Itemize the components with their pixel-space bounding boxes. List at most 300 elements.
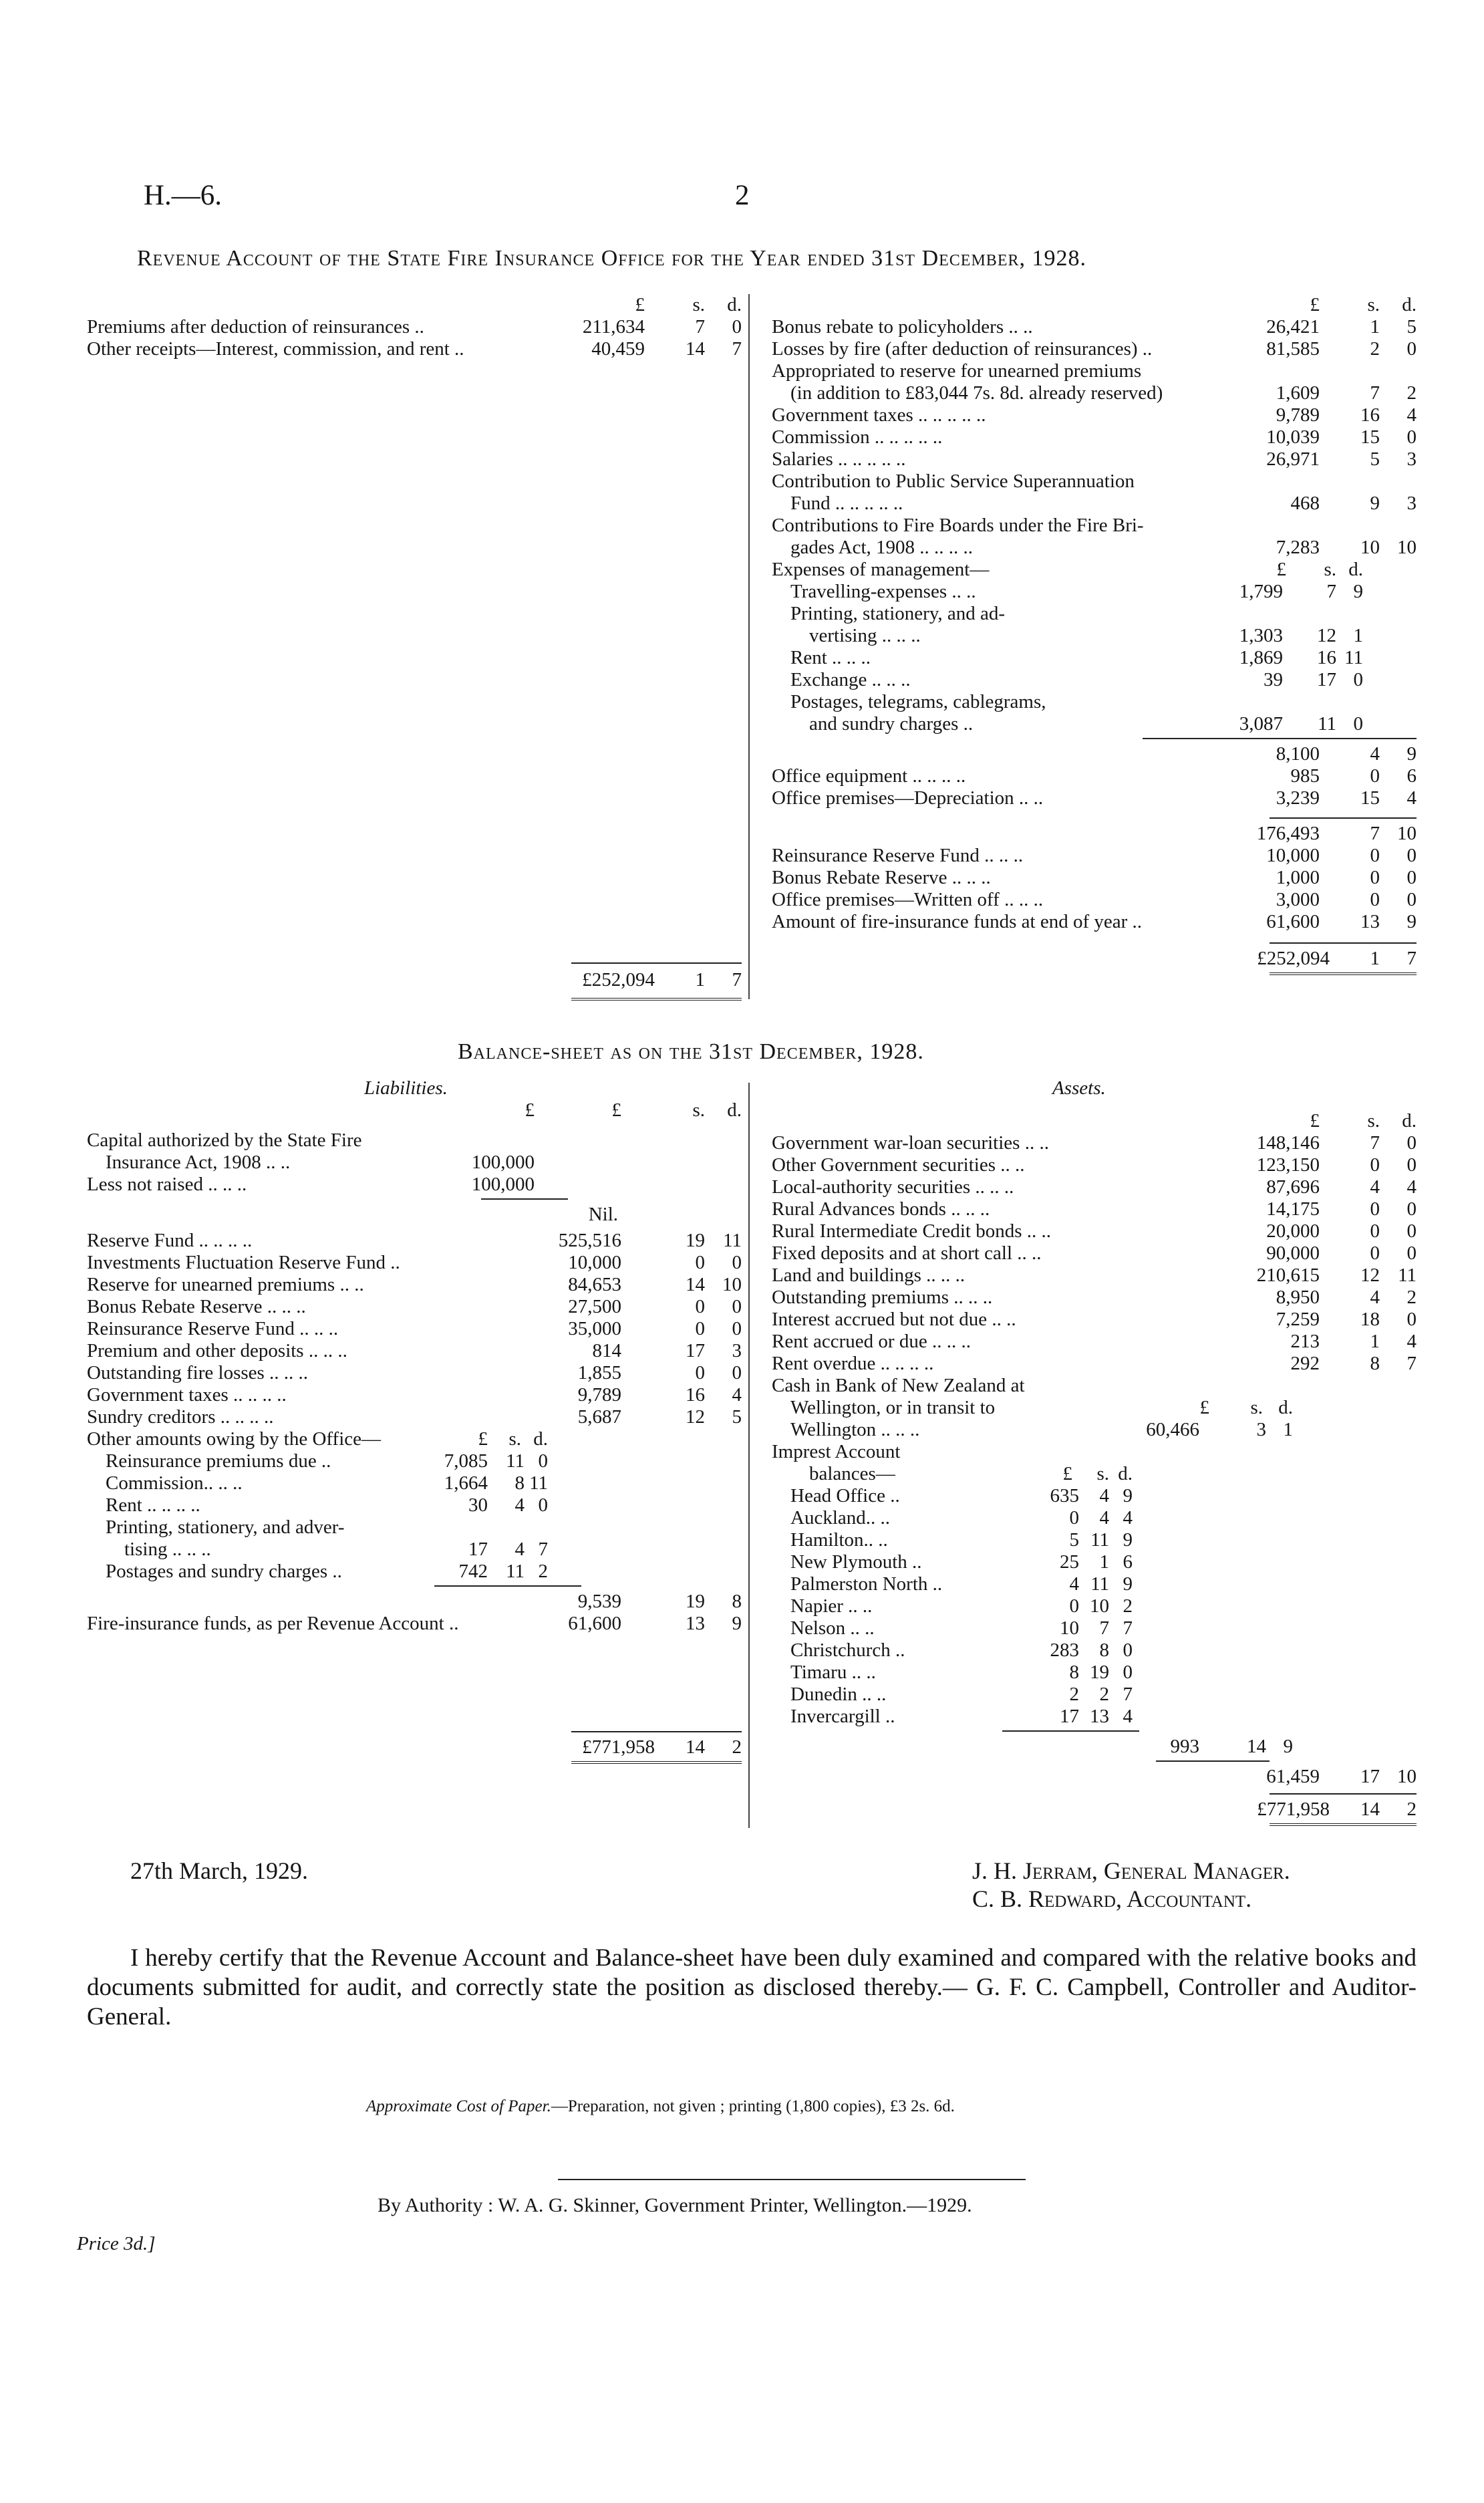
row-value-s: 19	[686, 1591, 705, 1612]
spacer	[87, 1635, 742, 1728]
col-head-inner-pounds: £	[525, 1099, 535, 1121]
management-row	[772, 713, 1417, 735]
reserve-row	[772, 867, 1417, 889]
row-value-l: 176,493	[1256, 823, 1320, 844]
row-label: Dunedin .. ..	[790, 1684, 887, 1705]
management-row	[772, 581, 1417, 603]
owing-row	[87, 1472, 742, 1494]
row-value-d: 4	[732, 1384, 742, 1406]
owing-total	[87, 1591, 742, 1613]
row-value-s: 14	[686, 338, 705, 360]
row-label: balances—	[809, 1463, 895, 1484]
capital-row	[87, 1130, 742, 1152]
liabilities-col-heads	[87, 1099, 742, 1122]
row-value-l: 0	[1069, 1507, 1079, 1529]
row-value-d: 9	[1353, 581, 1363, 602]
capital-rule	[87, 1196, 742, 1204]
row-value-inner: 100,000	[471, 1174, 535, 1195]
row-label: Less not raised .. .. ..	[87, 1174, 247, 1195]
liabilities-total-rule	[87, 1728, 742, 1736]
row-value-s: 7	[1370, 382, 1380, 404]
row-label: Printing, stationery, and adver-	[106, 1517, 345, 1538]
row-value-s: 1	[1370, 316, 1380, 338]
row-value-l: £771,958	[1257, 1799, 1330, 1820]
row-value-s: 11	[506, 1450, 525, 1472]
row-value-s: 12	[1360, 1265, 1380, 1286]
row-value-l: 61,459	[1266, 1766, 1320, 1787]
printer-imprint: By Authority : W. A. G. Skinner, Government Printer, Wellington.—1929.	[378, 2194, 972, 2216]
row-value-d: 0	[1406, 867, 1417, 888]
liability-row	[87, 1252, 742, 1274]
owing-heading	[87, 1428, 742, 1450]
row-label: Printing, stationery, and ad-	[790, 603, 1006, 624]
cost-label: Approximate Cost of Paper.	[366, 2097, 551, 2115]
row-value-s: 14	[1360, 1799, 1380, 1820]
row-value-s: 0	[1370, 867, 1380, 888]
row-value-l: 84,653	[568, 1274, 621, 1295]
income-total	[87, 969, 742, 991]
expenditure-row	[772, 765, 1417, 787]
signature-accountant: C. B. Redward, Accountant.	[972, 1885, 1252, 1912]
row-label: Postages, telegrams, cablegrams,	[790, 691, 1046, 712]
row-value-d: 7	[1123, 1684, 1133, 1705]
row-value-d: 6	[1123, 1551, 1133, 1573]
row-value-d: 9	[1283, 1736, 1293, 1757]
row-value-s: 10	[1090, 1595, 1109, 1617]
row-value-l: 9,539	[577, 1591, 621, 1612]
row-label: Rural Advances bonds .. .. ..	[772, 1198, 990, 1220]
row-label: Salaries .. .. .. .. ..	[772, 448, 906, 470]
row-value-l: 1,799	[1239, 581, 1283, 602]
expenditure-row	[772, 404, 1417, 426]
liabilities-double-rule-line	[571, 1761, 742, 1764]
expenditure-total-rule-line	[1270, 942, 1417, 944]
row-value-d: 0	[1406, 1132, 1417, 1154]
management-heading	[772, 559, 1417, 581]
row-value-d: 1	[1353, 625, 1363, 646]
col-head-shillings: s.	[1367, 294, 1380, 315]
row-label: Government taxes .. .. .. ..	[87, 1384, 287, 1406]
row-value-s: 12	[1317, 625, 1336, 646]
imprest-rule	[772, 1728, 1417, 1736]
row-value-d: 2	[1406, 1799, 1417, 1820]
row-label: Appropriated to reserve for unearned premiums	[772, 360, 1142, 382]
cash-rule-line	[1156, 1760, 1270, 1762]
row-value-l: 985	[1290, 765, 1320, 787]
expenditure-total-rule	[772, 940, 1417, 948]
row-value-l: 993	[1170, 1736, 1199, 1757]
row-value-l: 0	[1069, 1595, 1079, 1617]
row-label: Office premises—Depreciation .. ..	[772, 787, 1044, 809]
row-value-s: 14	[686, 1274, 705, 1295]
row-value-l: 9,789	[1276, 404, 1320, 426]
row-value-d: 5	[1406, 316, 1417, 338]
row-value-l: 8,100	[1276, 743, 1320, 765]
row-value-d: 11	[529, 1472, 548, 1494]
assets-col-heads	[772, 1110, 1417, 1132]
row-value-l: 14,175	[1266, 1198, 1320, 1220]
liabilities-rows	[87, 1122, 742, 1766]
row-value-d: d.	[1118, 1463, 1133, 1484]
col-head-shillings: s.	[1367, 1110, 1380, 1132]
spacer	[772, 809, 1417, 815]
row-label: Christchurch ..	[790, 1639, 905, 1661]
row-value-l: 3,239	[1276, 787, 1320, 809]
asset-row	[772, 1132, 1417, 1154]
row-value-d: 9	[1406, 911, 1417, 932]
row-value-d: d.	[1348, 559, 1363, 580]
reserve-row	[772, 911, 1417, 933]
row-label: Timaru .. ..	[790, 1662, 876, 1683]
management-row	[772, 669, 1417, 691]
liability-row	[87, 1318, 742, 1340]
row-label: Premiums after deduction of reinsurances ..	[87, 316, 424, 338]
row-value-s: 0	[1370, 765, 1380, 787]
row-value-s: 16	[686, 1384, 705, 1406]
row-value-s: 2	[1370, 338, 1380, 360]
row-label: Reinsurance Reserve Fund .. .. ..	[772, 845, 1024, 866]
row-label: Government taxes .. .. .. .. ..	[772, 404, 986, 426]
assets-column	[772, 1099, 1417, 1828]
row-value-d: 0	[732, 1296, 742, 1317]
management-rule-line	[1143, 738, 1417, 739]
row-value-d: 2	[538, 1561, 548, 1582]
imprest-row	[772, 1684, 1417, 1706]
row-value-d: 0	[1406, 1198, 1417, 1220]
row-value-d: 4	[1123, 1507, 1133, 1529]
expenditure-total	[772, 948, 1417, 970]
row-value-d: 4	[1406, 1176, 1417, 1198]
row-label: Exchange .. .. ..	[790, 669, 911, 690]
row-label: Postages and sundry charges ..	[106, 1561, 342, 1582]
price: Price 3d.]	[77, 2233, 156, 2254]
row-label: Capital authorized by the State Fire	[87, 1130, 362, 1151]
row-label: Other Government securities .. ..	[772, 1154, 1025, 1176]
row-value-d: 10	[722, 1274, 742, 1295]
row-label: Wellington, or in transit to	[790, 1397, 996, 1418]
row-value-s: 7	[695, 316, 705, 338]
row-value-d: 0	[1406, 1220, 1417, 1242]
expenditure-rows	[772, 316, 1417, 978]
liabilities-double-rule	[87, 1758, 742, 1766]
row-value-l: 8,950	[1276, 1287, 1320, 1308]
row-value-s: 0	[1370, 889, 1380, 910]
row-label: vertising .. .. ..	[809, 625, 921, 646]
row-value-d: 2	[1123, 1595, 1133, 1617]
row-value-s: 1	[1099, 1551, 1109, 1573]
row-value-d: 10	[1397, 537, 1417, 558]
row-label: Rent .. .. ..	[790, 647, 871, 668]
row-label: Wellington .. .. ..	[790, 1419, 920, 1440]
row-label: Bonus Rebate Reserve .. .. ..	[772, 867, 991, 888]
row-value-d: d.	[533, 1428, 548, 1450]
asset-row	[772, 1309, 1417, 1331]
row-value-l: 742	[458, 1561, 488, 1582]
row-value-l: 213	[1290, 1331, 1320, 1352]
management-total	[772, 743, 1417, 765]
row-value-s: 2	[1099, 1684, 1109, 1705]
row-value-d: 0	[732, 1362, 742, 1384]
row-value-s: 10	[1360, 537, 1380, 558]
asset-row	[772, 1176, 1417, 1198]
row-label: Rent accrued or due .. .. ..	[772, 1331, 971, 1352]
assets-rows	[772, 1132, 1417, 1829]
imprest-row	[772, 1617, 1417, 1639]
imprest-row	[772, 1639, 1417, 1662]
subtotal-rule-line	[1270, 817, 1417, 819]
row-value-s: 0	[1370, 1198, 1380, 1220]
row-value-l: 211,634	[582, 316, 645, 338]
expenditure-double-rule	[772, 970, 1417, 978]
row-label: Rent overdue .. .. .. ..	[772, 1353, 934, 1374]
col-head-pounds: £	[1310, 1110, 1320, 1132]
row-label: Reinsurance Reserve Fund .. .. ..	[87, 1318, 339, 1339]
liability-row	[87, 1340, 742, 1362]
row-value-l: 283	[1050, 1639, 1079, 1661]
management-row	[772, 691, 1417, 713]
cash-rule	[772, 1758, 1417, 1766]
row-value-d: 0	[732, 1252, 742, 1273]
subtotal-rule	[772, 815, 1417, 823]
liabilities-heading: Liabilities.	[364, 1077, 448, 1099]
row-value-s: 18	[1360, 1309, 1380, 1330]
row-value-d: d.	[1278, 1397, 1293, 1418]
row-value-s: 16	[1360, 404, 1380, 426]
liability-row	[87, 1406, 742, 1428]
row-value-s: 0	[695, 1296, 705, 1317]
signature-date: 27th March, 1929.	[130, 1857, 308, 1884]
row-label: Other amounts owing by the Office—	[87, 1428, 382, 1450]
row-value-s: 13	[1360, 911, 1380, 932]
row-value-d: 4	[1406, 1331, 1417, 1352]
row-value-s: s.	[508, 1428, 521, 1450]
row-value-d: 8	[732, 1591, 742, 1612]
liability-row	[87, 1384, 742, 1406]
row-value-l: 25	[1060, 1551, 1079, 1573]
row-label: and sundry charges ..	[809, 713, 974, 735]
imprest-row	[772, 1507, 1417, 1529]
asset-row	[772, 1198, 1417, 1220]
row-value-l: 1,855	[577, 1362, 621, 1384]
management-rule	[772, 735, 1417, 743]
row-value-d: 7	[1123, 1617, 1133, 1639]
row-value-l: 17	[1060, 1706, 1079, 1727]
expenditure-row	[772, 787, 1417, 809]
row-label: Nelson .. ..	[790, 1617, 875, 1639]
row-value-l: 10,039	[1266, 426, 1320, 448]
row-value-d: 5	[732, 1406, 742, 1428]
row-label: Expenses of management—	[772, 559, 990, 580]
row-value-s: 4	[1370, 1287, 1380, 1308]
row-label: Auckland.. ..	[790, 1507, 890, 1529]
row-value-s: s.	[1250, 1397, 1263, 1418]
page-number: 2	[735, 180, 750, 211]
row-value-l: £	[1199, 1397, 1209, 1418]
asset-row	[772, 1154, 1417, 1176]
liability-row	[87, 1230, 742, 1252]
row-value-s: 1	[1370, 1331, 1380, 1352]
expenditure-row	[772, 360, 1417, 382]
row-value-l: 468	[1290, 493, 1320, 514]
row-value-l: 26,421	[1266, 316, 1320, 338]
row-value-s: 17	[1360, 1766, 1380, 1787]
row-value-l: 1,303	[1239, 625, 1283, 646]
row-value-s: 17	[1317, 669, 1336, 690]
row-value-s: 13	[1090, 1706, 1109, 1727]
row-value-s: 12	[686, 1406, 705, 1428]
revenue-income-column	[87, 294, 742, 1003]
imprest-rule-line	[1002, 1730, 1139, 1732]
col-head-pounds: £	[611, 1099, 621, 1121]
management-row	[772, 647, 1417, 669]
row-value-l: 292	[1290, 1353, 1320, 1374]
owing-row	[87, 1539, 742, 1561]
row-value-inner: 100,000	[471, 1152, 535, 1173]
row-value-d: 0	[1406, 845, 1417, 866]
row-value-s: 7	[1099, 1617, 1109, 1639]
row-label: Fixed deposits and at short call .. ..	[772, 1242, 1042, 1264]
row-label: Interest accrued but not due .. ..	[772, 1309, 1016, 1330]
row-value-l: 40,459	[591, 338, 645, 360]
row-value-s: 0	[1370, 1154, 1380, 1176]
owing-row	[87, 1450, 742, 1472]
row-value-l: 123,150	[1256, 1154, 1320, 1176]
imprest-total	[772, 1736, 1417, 1758]
cost-text: —Preparation, not given ; printing (1,800 copies), £3 2s. 6d.	[551, 2097, 955, 2115]
row-value-l: 10	[1060, 1617, 1079, 1639]
row-value-s: 4	[1370, 1176, 1380, 1198]
row-value-l: 30	[468, 1494, 488, 1516]
row-label: gades Act, 1908 .. .. .. ..	[790, 537, 974, 558]
row-value-s: 4	[1099, 1485, 1109, 1506]
row-label: Reserve for unearned premiums .. ..	[87, 1274, 364, 1295]
row-value-l: 7,283	[1276, 537, 1320, 558]
row-value-s: 4	[1099, 1507, 1109, 1529]
row-label: Head Office ..	[790, 1485, 900, 1506]
reserve-row	[772, 889, 1417, 911]
row-value-l: 3,087	[1239, 713, 1283, 735]
cost-of-paper	[366, 2097, 955, 2116]
row-label: Losses by fire (after deduction of reinsurances) ..	[772, 338, 1153, 360]
management-row	[772, 625, 1417, 647]
imprest-row	[772, 1706, 1417, 1728]
row-value-l: 210,615	[1256, 1265, 1320, 1286]
col-head-pence: d.	[727, 1099, 742, 1121]
capital-row	[87, 1152, 742, 1174]
row-value-s: 8	[1099, 1639, 1109, 1661]
col-head-pence: d.	[727, 294, 742, 315]
row-label: Outstanding fire losses .. .. ..	[87, 1362, 309, 1384]
row-value-l: 814	[592, 1340, 621, 1361]
row-value-s: 3	[1256, 1419, 1266, 1440]
balance-divider	[748, 1083, 750, 1828]
col-head-pence: d.	[1402, 294, 1417, 315]
expenditure-row	[772, 537, 1417, 559]
row-value-s: 15	[1360, 426, 1380, 448]
row-value-s: 0	[1370, 1220, 1380, 1242]
row-value-l: 7,085	[444, 1450, 488, 1472]
row-value-d: 9	[732, 1613, 742, 1634]
assets-double-rule-line	[1270, 1823, 1417, 1826]
row-label: Bonus Rebate Reserve .. .. ..	[87, 1296, 306, 1317]
row-label: Palmerston North ..	[790, 1573, 943, 1595]
income-total-rule	[571, 962, 742, 964]
row-value-l: 17	[468, 1539, 488, 1560]
expenditure-row	[772, 493, 1417, 515]
row-value-l: 61,600	[568, 1613, 621, 1634]
expenditure-row	[772, 448, 1417, 471]
row-label: Office premises—Written off .. .. ..	[772, 889, 1044, 910]
col-head-pounds: £	[635, 294, 645, 315]
row-label: Commission.. .. ..	[106, 1472, 243, 1494]
row-value-d: 4	[1123, 1706, 1133, 1727]
row-label: Fire-insurance funds, as per Revenue Account ..	[87, 1613, 459, 1634]
col-head-pounds: £	[1310, 294, 1320, 315]
asset-row	[772, 1331, 1417, 1353]
cash-row	[772, 1419, 1417, 1441]
spacer	[772, 933, 1417, 940]
liabilities-column	[87, 1099, 742, 1828]
row-value-d: 0	[1353, 713, 1363, 735]
imprint-rule	[558, 2179, 1026, 2180]
row-value-d: 7	[1406, 948, 1417, 969]
row-value-d: 11	[1398, 1265, 1417, 1286]
owing-rule	[87, 1583, 742, 1591]
row-value-d: 0	[538, 1450, 548, 1472]
row-label: Contribution to Public Service Superannuation	[772, 471, 1135, 492]
row-value-l: 90,000	[1266, 1242, 1320, 1264]
row-value-l: 87,696	[1266, 1176, 1320, 1198]
row-label: Office equipment .. .. .. ..	[772, 765, 966, 787]
row-value-d: 4	[1406, 787, 1417, 809]
owing-row	[87, 1561, 742, 1583]
assets-total-rule-line	[1270, 1793, 1417, 1795]
row-value-d: 4	[1406, 404, 1417, 426]
row-value-d: 3	[1406, 493, 1417, 514]
imprest-row	[772, 1551, 1417, 1573]
row-label: Rent .. .. .. ..	[106, 1494, 200, 1516]
row-label: Commission .. .. .. .. ..	[772, 426, 943, 448]
row-label: tising .. .. ..	[124, 1539, 211, 1560]
row-value-s: 5	[1370, 448, 1380, 470]
col-head-shillings: s.	[692, 1099, 705, 1121]
audit-certificate: I hereby certify that the Revenue Account and Balance-sheet have been duly examined and compared with the relative books and documents submitted for audit, and correctly state the position as disclosed thereby.— G. F. C. Campbell, Controller and Auditor-General.	[87, 1944, 1417, 2030]
row-label: Rural Intermediate Credit bonds .. ..	[772, 1220, 1051, 1242]
imprest-row	[772, 1573, 1417, 1595]
row-label: Reinsurance premiums due ..	[106, 1450, 331, 1472]
liabilities-total	[87, 1736, 742, 1758]
row-value-l: 4	[1069, 1573, 1079, 1595]
row-value-s: 11	[1090, 1529, 1109, 1551]
row-label: Contributions to Fire Boards under the Fire Bri-	[772, 515, 1144, 536]
row-value-s: 11	[1090, 1573, 1109, 1595]
income-rows	[87, 316, 742, 360]
row-value-l: 1,000	[1276, 867, 1320, 888]
row-value-s: 0	[695, 1362, 705, 1384]
balance-sheet-title: Balance-sheet as on the 31st December, 1928.	[458, 1039, 924, 1064]
row-value-s: s.	[1096, 1463, 1109, 1484]
row-value-d: 3	[1406, 448, 1417, 470]
income-total-pounds: £252,094	[582, 969, 655, 991]
assets-heading: Assets.	[1052, 1077, 1106, 1099]
row-value-l: 1,869	[1239, 647, 1283, 668]
row-value-l: 5	[1069, 1529, 1079, 1551]
expenditure-subtotal	[772, 823, 1417, 845]
liability-row	[87, 1296, 742, 1318]
row-value-d: 0	[1406, 1242, 1417, 1264]
capital-nil	[87, 1204, 742, 1226]
col-head-shillings: s.	[692, 294, 705, 315]
